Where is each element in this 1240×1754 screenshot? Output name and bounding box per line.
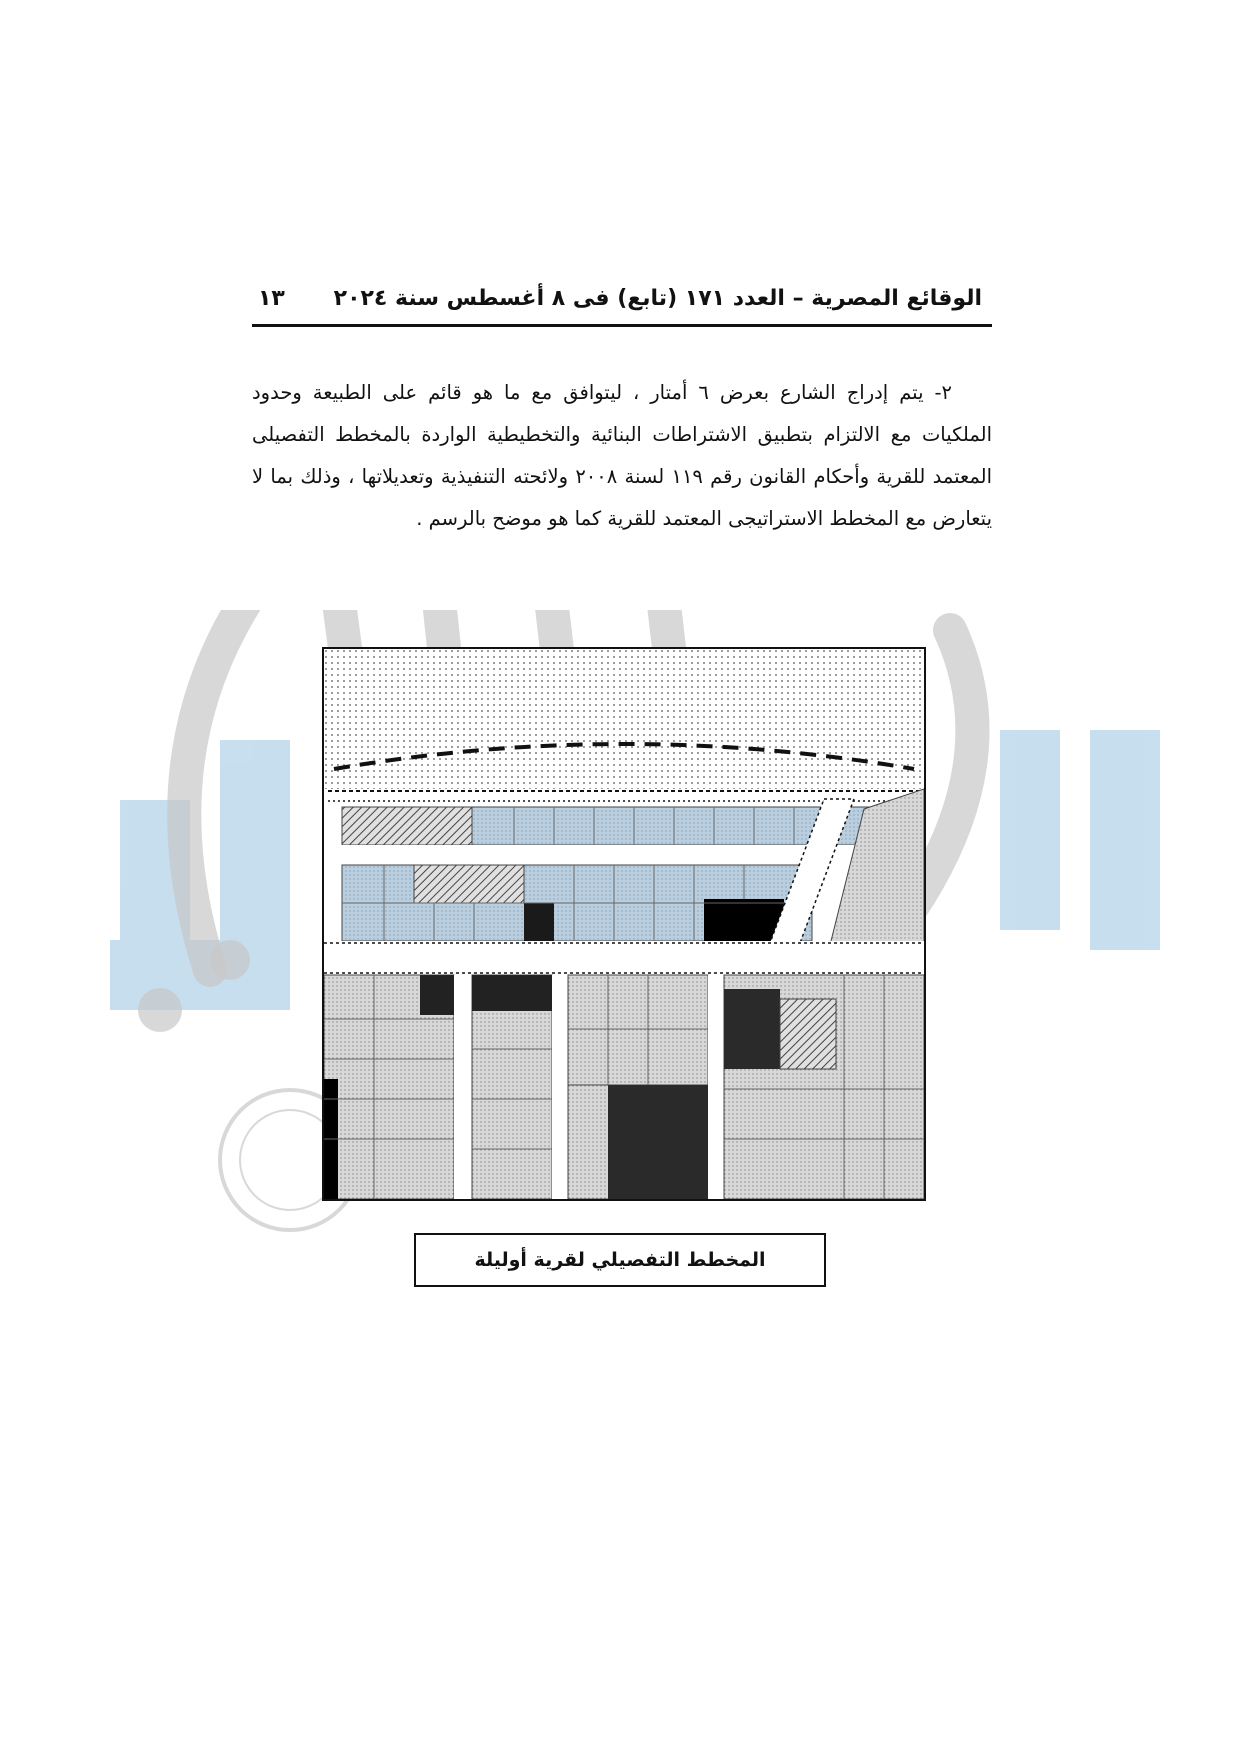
paragraph: ٢- يتم إدراج الشارع بعرض ٦ أمتار ، ليتوافق مع ما هو قائم على الطبيعة وحدود الملكيات مع الالتزام بتطبيق الاشتراطات البنائية والتخطيطية الواردة بالمخطط التفصيلى المعتمد للقرية وأحكام القانون رقم ١١٩ لسنة ٢٠٠٨ ولائحته التنفيذية وتعديلاتها ، وذلك بما لا يتعارض مع المخطط الاستراتيجى المعتمد للقرية كما هو موضح بالرسم .: [252, 381, 993, 530]
map-drawing: [324, 649, 924, 1199]
page-header: [252, 280, 992, 327]
site-plan-map: [322, 647, 926, 1201]
figure-caption: [414, 1233, 826, 1287]
page-number: ١٣: [258, 286, 285, 311]
caption-text: المخطط التفصيلي لقرية أوليلة: [474, 1249, 766, 1271]
body-text: [252, 372, 992, 540]
header-title: الوقائع المصرية – العدد ١٧١ (تابع) فى ٨ أغسطس سنة ٢٠٢٤: [333, 286, 982, 311]
